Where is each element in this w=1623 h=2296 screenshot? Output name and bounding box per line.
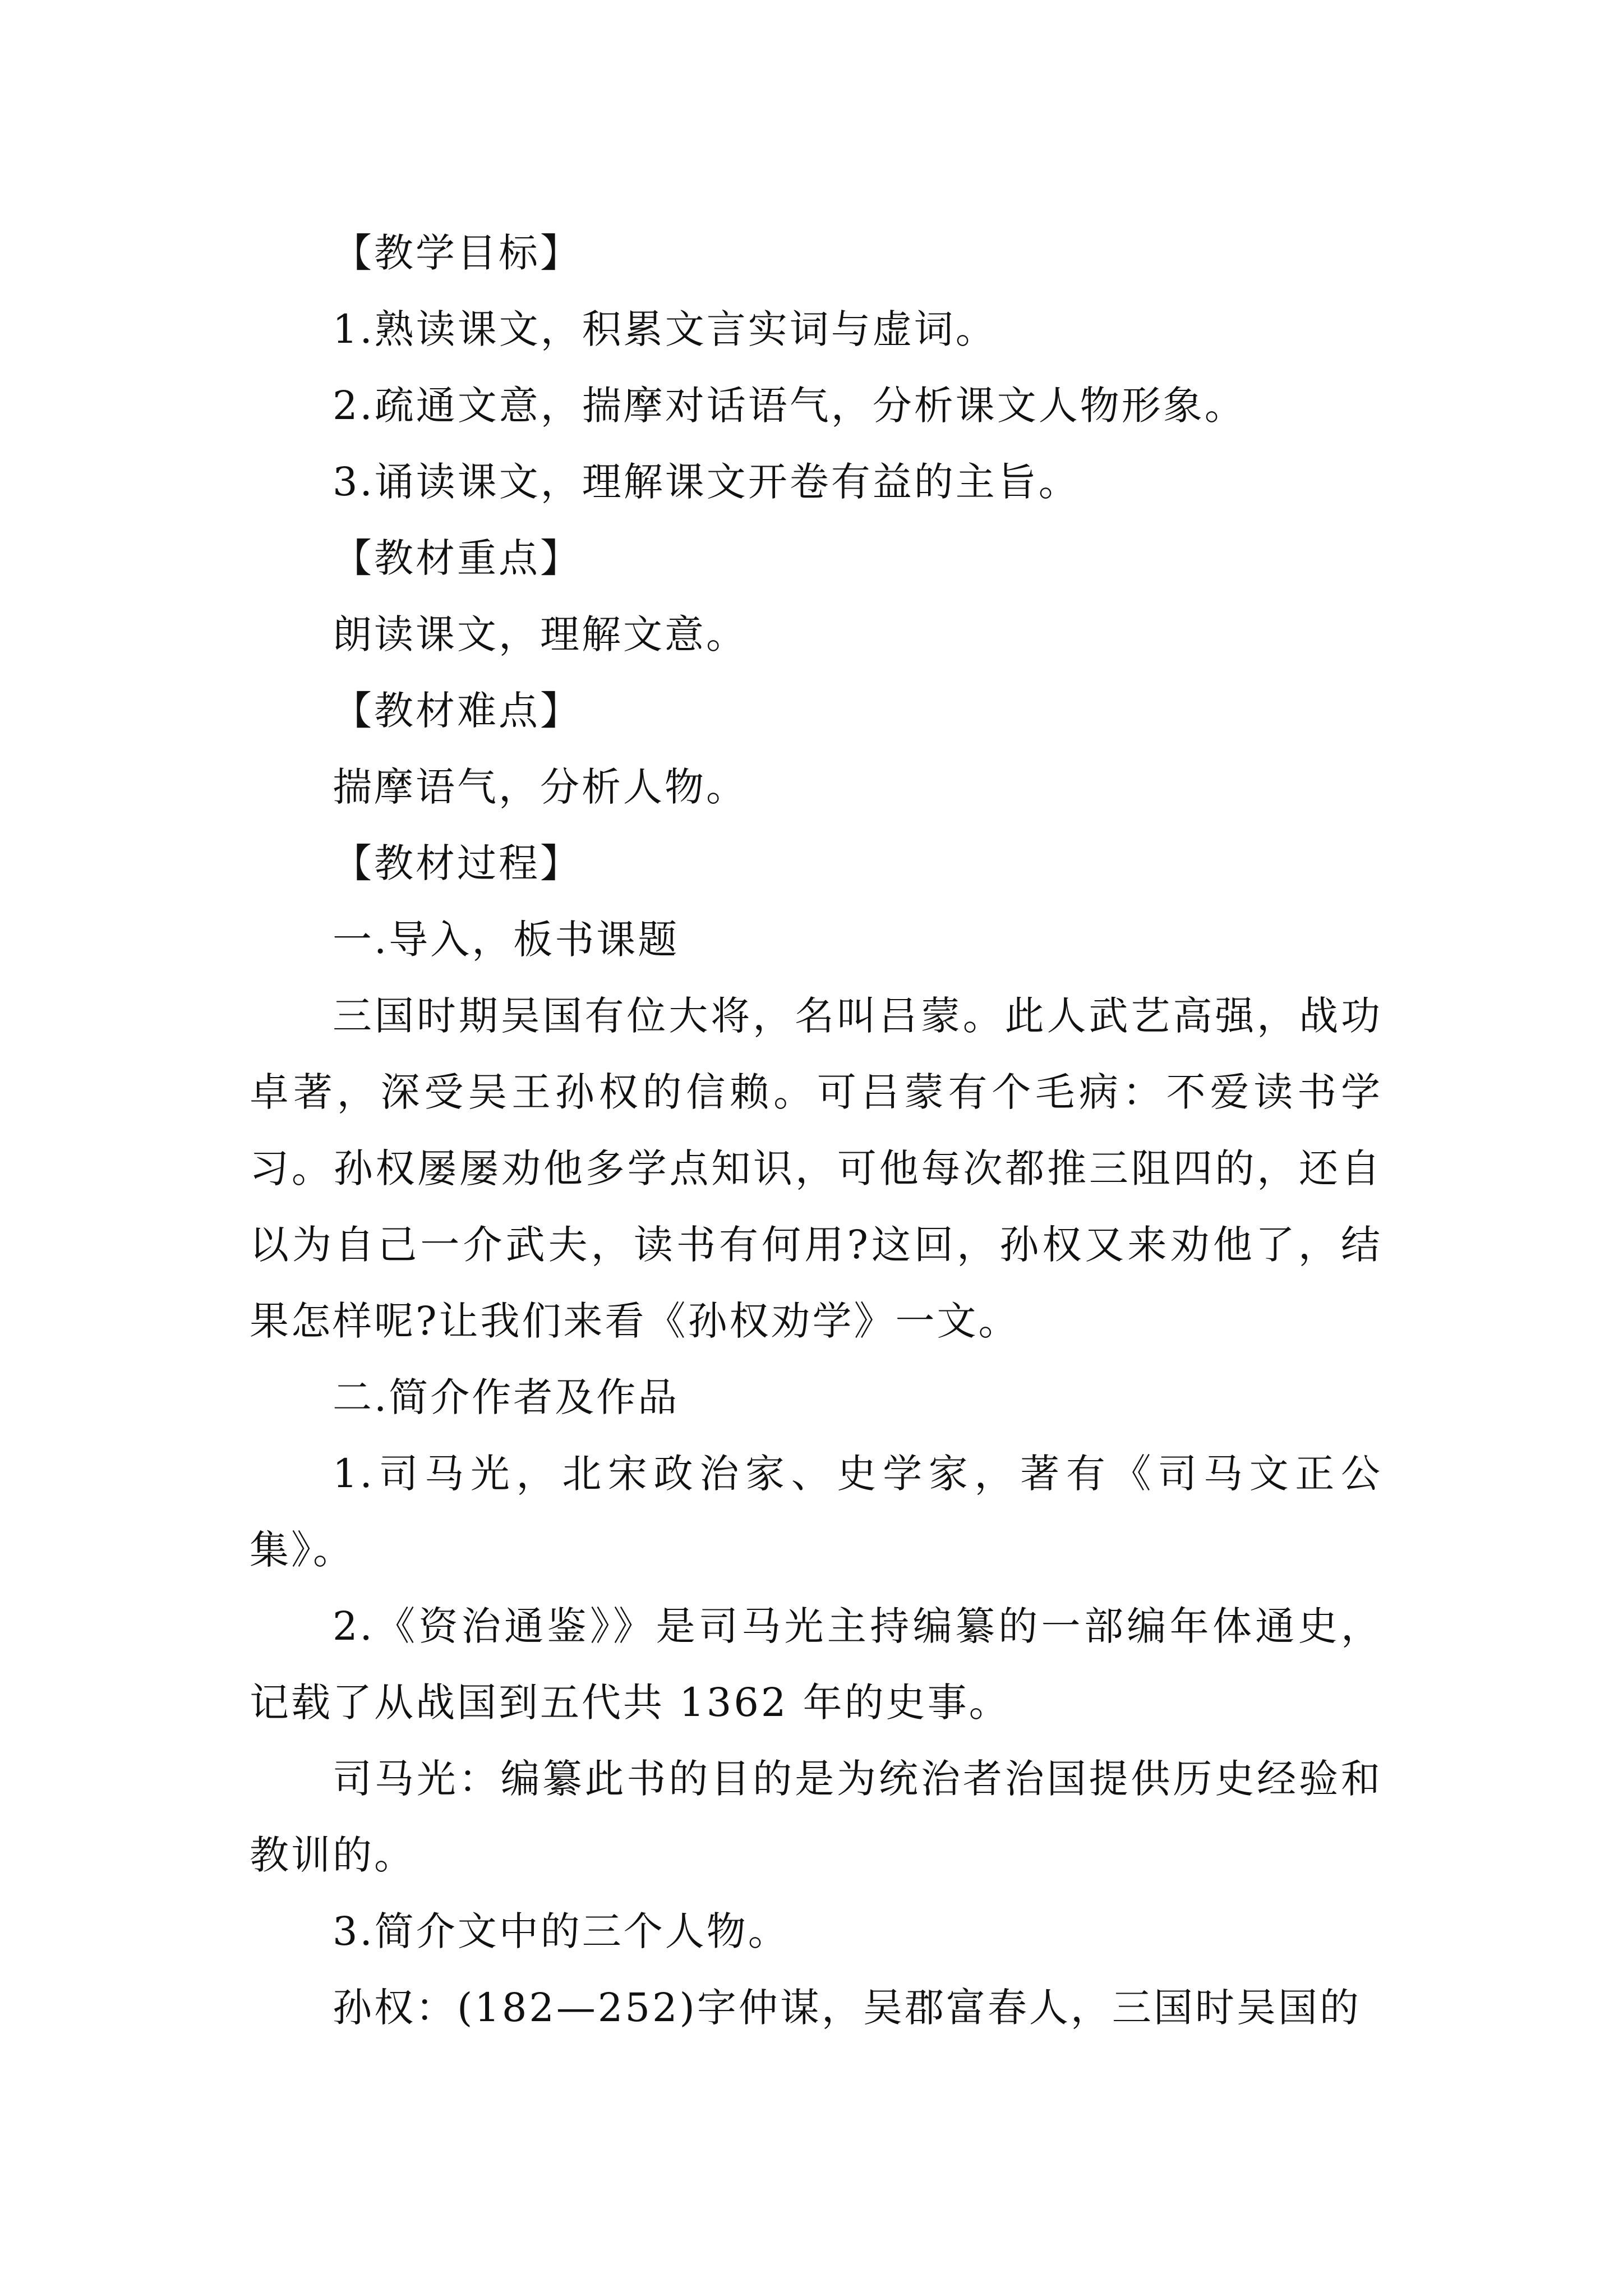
key-points-text: 朗读课文，理解文意。 <box>333 611 748 657</box>
author-purpose-paragraph: 司马光：编纂此书的目的是为统治者治国提供历史经验和教训的。 <box>250 1756 1382 1878</box>
goal-item-3: 3.诵读课文，理解课文开卷有益的主旨。 <box>333 459 1080 505</box>
section-heading-process: 【教材过程】 <box>333 840 582 886</box>
section-heading-key-points: 【教材重点】 <box>333 535 582 581</box>
difficulties-text: 揣摩语气，分析人物。 <box>333 764 748 810</box>
process-step-2-title: 二.简介作者及作品 <box>333 1374 680 1420</box>
goal-item-2: 2.疏通文意，揣摩对话语气，分析课文人物形象。 <box>333 383 1246 429</box>
characters-item-3: 3.简介文中的三个人物。 <box>333 1908 790 1954</box>
process-step-1-title: 一.导入，板书课题 <box>333 917 680 963</box>
goal-item-1: 1.熟读课文，积累文言实词与虚词。 <box>333 306 997 352</box>
author-item-1: 1.司马光，北宋政治家、史学家，著有《司马文正公集》。 <box>250 1451 1382 1573</box>
section-heading-difficulties: 【教材难点】 <box>333 688 582 734</box>
document-body <box>250 215 1382 2046</box>
author-item-2: 2.《资治通鉴》》是司马光主持编纂的一部编年体通史，记载了从战国到五代共 1362 年的史事。 <box>250 1603 1382 1726</box>
section-heading-teaching-goals: 【教学目标】 <box>333 230 582 276</box>
introduction-paragraph: 三国时期吴国有位大将，名叫吕蒙。此人武艺高强，战功卓著，深受吴王孙权的信赖。可吕蒙有个毛病：不爱读书学习。孙权屡屡劝他多学点知识，可他每次都推三阻四的，还自以为自己一介武夫，读书有何用?这回，孙权又来劝他了，结果怎样呢?让我们来看《孙权劝学》一文。 <box>250 993 1382 1344</box>
character-sun-quan: 孙权：(182—252)字仲谋，吴郡富春人，三国时吴国的 <box>333 1985 1361 2031</box>
